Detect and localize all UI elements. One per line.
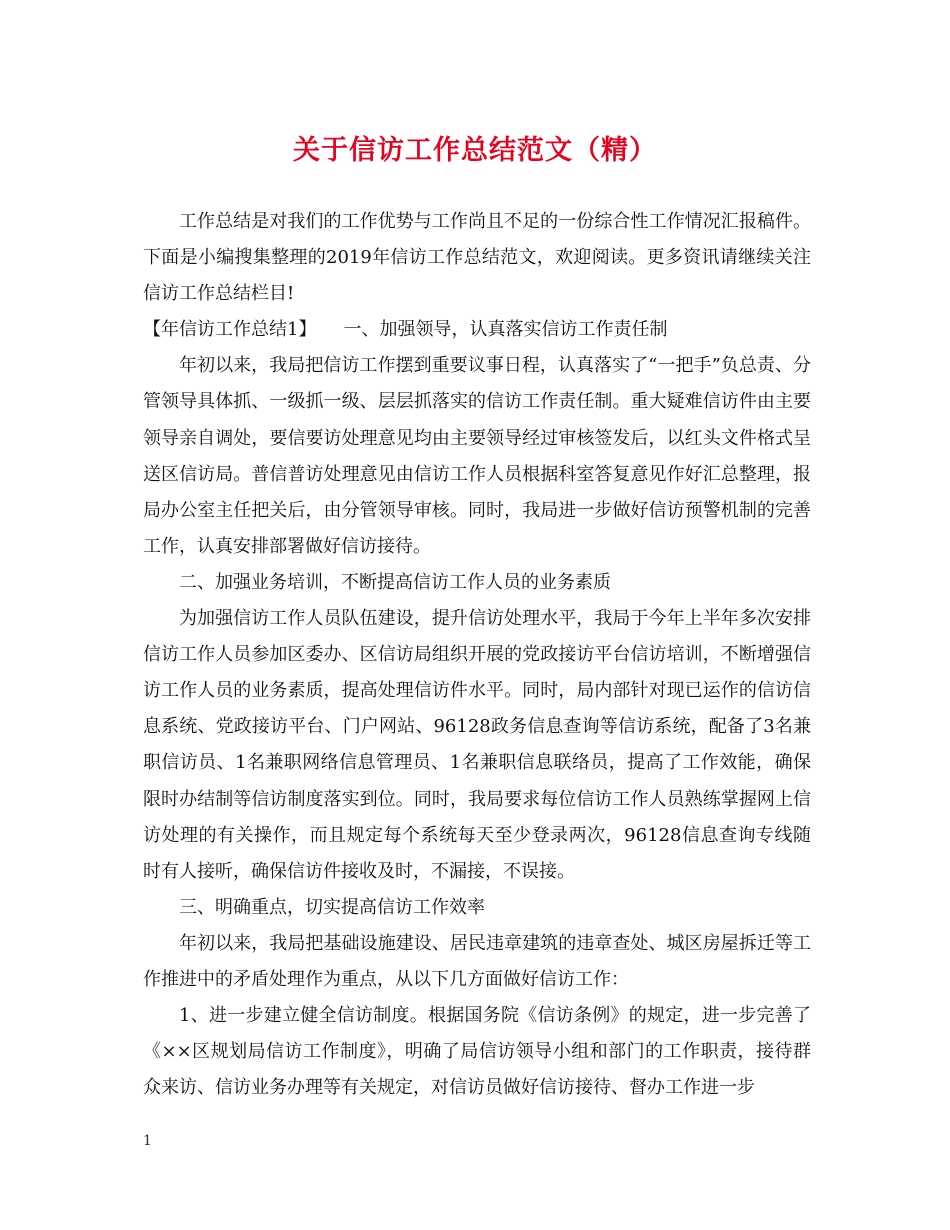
paragraph-system: 1、进一步建立健全信访制度。根据国务院《信访条例》的规定，进一步完善了《××区规划局信访工作制度》，明确了局信访领导小组和部门的工作职责，接待群众来访、信访业务办理等有关规定，对信访员做好信访接待、督办工作进一步 bbox=[143, 1005, 811, 1099]
section-heading-1: 【年信访工作总结1】 一、加强领导，认真落实信访工作责任制 bbox=[143, 319, 668, 341]
paragraph-focus: 年初以来，我局把基础设施建设、居民违章建筑的违章查处、城区房屋拆迁等工作推进中的矛盾处理作为重点，从以下几方面做好信访工作： bbox=[143, 932, 811, 990]
section-heading-3: 三、明确重点，切实提高信访工作效率 bbox=[179, 896, 485, 918]
page-number: 1 bbox=[143, 1133, 152, 1149]
paragraph-training: 为加强信访工作人员队伍建设，提升信访处理水平，我局于今年上半年多次安排信访工作人员参加区委办、区信访局组织开展的党政接访平台信访培训，不断增强信访工作人员的业务素质，提高处理信访件水平。同时，局内部针对现已运作的信访信息系统、党政接访平台、门户网站、96128政务信息查询等信访系统，配备了3名兼职信访员、1名兼职网络信息管理员、1名兼职信息联络员，提高了工作效能，确保限时办结制等信访制度落实到位。同时，我局要求每位信访工作人员熟练掌握网上信访处理的有关操作，而且规定每个系统每天至少登录两次，96128信息查询专线随时有人接听，确保信访件接收及时，不漏接，不误接。 bbox=[143, 608, 811, 882]
document-body bbox=[143, 204, 811, 1106]
section-heading-2: 二、加强业务培训，不断提高信访工作人员的业务素质 bbox=[179, 571, 611, 593]
intro-paragraph: 工作总结是对我们的工作优势与工作尚且不足的一份综合性工作情况汇报稿件。下面是小编搜集整理的2019年信访工作总结范文，欢迎阅读。更多资讯请继续关注信访工作总结栏目! bbox=[143, 211, 811, 305]
paragraph-responsibility: 年初以来，我局把信访工作摆到重要议事日程，认真落实了“一把手”负总责、分管领导具体抓、一级抓一级、层层抓落实的信访工作责任制。重大疑难信访件由主要领导亲自调处，要信要访处理意见均由主要领导经过审核签发后，以红头文件格式呈送区信访局。普信普访处理意见由信访工作人员根据科室答复意见作好汇总整理，报局办公室主任把关后，由分管领导审核。同时，我局进一步做好信访预警机制的完善工作，认真安排部署做好信访接待。 bbox=[143, 355, 811, 557]
document-title: 关于信访工作总结范文（精） bbox=[293, 135, 657, 166]
